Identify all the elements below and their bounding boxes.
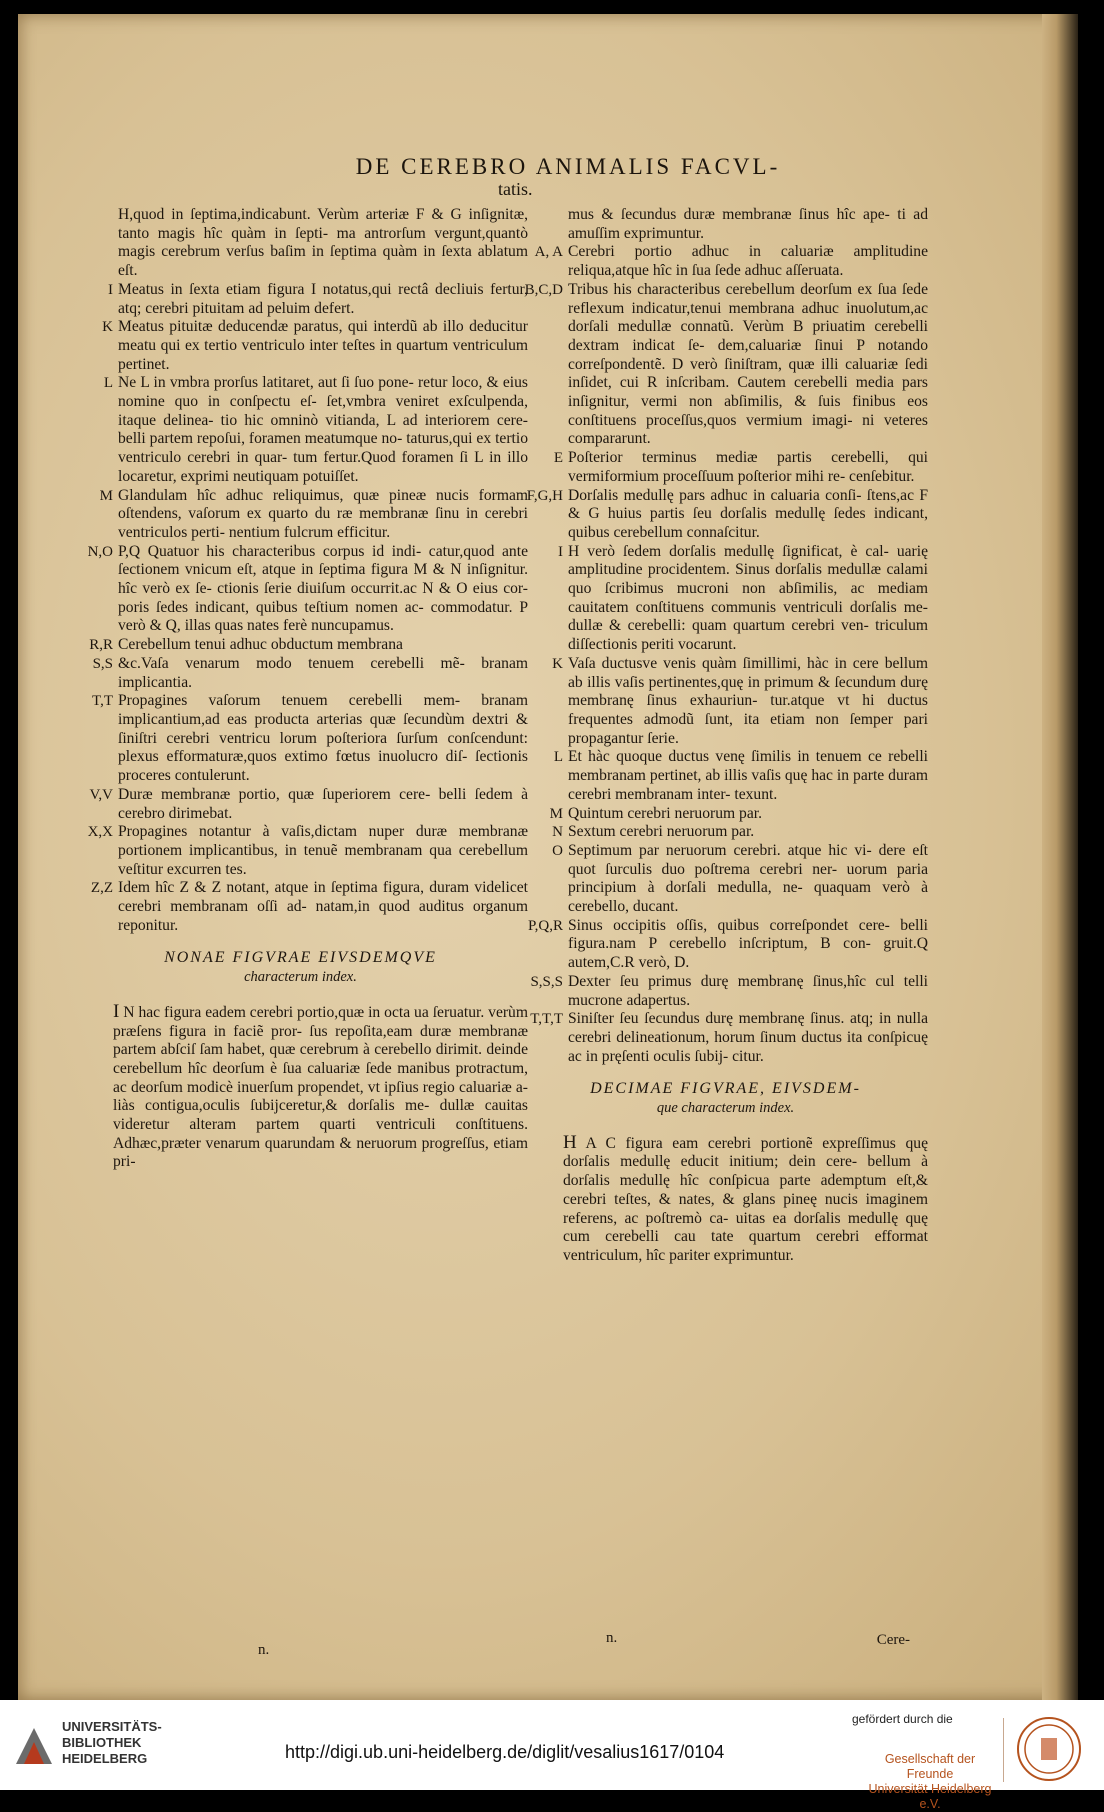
book-page xyxy=(18,14,1078,1700)
legend-key xyxy=(73,206,118,281)
ninth-figure-index-subtitle: characterum index. xyxy=(244,969,357,986)
legend-entry xyxy=(73,374,528,486)
legend-text: mus & ſecundus duræ membranæ ſinus hîc ape- ti ad amuſſim exprimuntur. xyxy=(568,206,928,242)
legend-text: Septimum par neruorum cerebri. atque hic vi- dere eſt quot ſurculis duo poſtrema cerebri ner- uorum paria principium à dorſali medulla, ne- quaquam verò à cerebello, ducant. xyxy=(568,841,928,916)
legend-text: Duræ membranæ portio, quæ ſuperiorem cere- belli ſedem à cerebro dirimebat. xyxy=(118,785,528,822)
legend-key: V,V xyxy=(89,786,113,803)
legend-key: P,Q,R xyxy=(527,917,563,934)
legend-entry xyxy=(73,823,528,879)
legend-entry xyxy=(523,917,928,973)
legend-entry xyxy=(523,842,928,917)
legend-key: S,S xyxy=(92,655,113,672)
legend-entry xyxy=(73,636,528,655)
legend-key: R,R xyxy=(89,637,113,654)
university-seal-icon xyxy=(1016,1716,1082,1782)
legend-key: B,C,D xyxy=(524,281,563,298)
left-entries xyxy=(73,206,528,935)
paragraph-text: N hac figura eadem cerebri portio,quæ in octa ua ſeruatur. verùm præſens figura in faciẽ pror- ſus repoſita,eam duræ membranæ partem abſciſ ſam habet, quæ cerebrum à cerebello dirimit. deinde cerebellum hîc deorſum è ſua caluariæ ſede manibus protractum, ac deorſum modicè inuerſum propendet, vt ipſius regio caluariæ a- liàs contigua,oculis ſubijceretur,& dorſalis me- dullæ cauitas videretur alteram partem quarti ventriculi conſtituens. Adhæc,præter venarum quarundam & neruorum progreſſus, etiam pri- xyxy=(113,1003,528,1171)
legend-entry xyxy=(523,973,928,1010)
legend-key: O xyxy=(552,842,563,859)
legend-entry xyxy=(73,281,528,318)
permalink-url[interactable]: http://digi.ub.uni-heidelberg.de/diglit/vesalius1617/0104 xyxy=(285,1742,725,1762)
legend-text: H,quod in ſeptima,indicabunt. Verùm arteriæ F & G inſignitæ, tanto magis hîc quàm in ſepti- ma antrorſum vergunt,quantò magis cerebrum verſus baſim in ſeptima quàm in ſexta ablatum eſt. xyxy=(118,206,528,280)
legend-key xyxy=(523,206,568,243)
legend-entry xyxy=(523,206,928,243)
legend-text: Cerebellum tenui adhuc obductum membrana xyxy=(118,636,403,654)
legend-text: Glandulam hîc adhuc reliquimus, quæ pineæ nucis formam oſtendens, vaſorum ex quarto du ræ membranæ ſinu in cerebri ventriculos perti- nentium fulcrum efficitur. xyxy=(118,486,528,541)
tenth-figure-index-title: DECIMAE FIGVRAE, EIVSDEM- xyxy=(590,1080,861,1098)
sponsor-divider xyxy=(1003,1718,1004,1782)
library-name: UNIVERSITÄTS- BIBLIOTHEK HEIDELBERG xyxy=(62,1719,162,1766)
legend-text: P,Q Quatuor his characteribus corpus id indi- catur,quod ante ſectionem vnicum eſt, atque in ſeptima figura M & N inſignitur. hîc verò ex ſe- ctionis ſerie diuiſum occurrit.ac N & O eius cor- poris ſedes indicant, quibus teſtium nomen ac- commodatur. P verò & Q, illas quas nates ferè nuncupamus. xyxy=(118,542,528,635)
legend-text: Dorſalis medullę pars adhuc in caluaria conſi- ſtens,ac F & G huius partis ſeu dorſalis medullę ſedes indicant, quibus cerebellum connaſcitur. xyxy=(568,486,928,541)
legend-key: N xyxy=(552,824,563,841)
legend-entry xyxy=(523,449,928,486)
page-edge-shadow xyxy=(1042,14,1078,1700)
legend-key: K xyxy=(102,319,113,336)
legend-key: F,G,H xyxy=(526,487,563,504)
running-title: DE CEREBRO ANIMALIS FACVL- xyxy=(355,154,781,179)
legend-key: M xyxy=(549,805,563,822)
legend-text: Propagines notantur à vaſis,dictam nuper duræ membranæ portionem implicantibus, in tenuẽ membranam qua cerebellum veſtitur excurren tes. xyxy=(118,823,528,878)
legend-key: K xyxy=(552,655,563,672)
signature-mark-left: n. xyxy=(258,1642,270,1658)
tenth-figure-index-subtitle: que characterum index. xyxy=(656,1100,795,1117)
legend-key: I xyxy=(108,281,113,298)
legend-text: H verò ſedem dorſalis medullę ſignificat, è cal- uarię amplitudine procidentem. Sinus dorſalis medullæ calami quo ſcribimus mucroni non abſimilis, ac mediam cauitatem conſtituens communis ventriculi dorſalis me- dullæ & cerebelli: quam quartum cerebri ven- triculum diſſectionis periti vocarunt. xyxy=(568,542,928,654)
legend-text: &c.Vaſa venarum modo tenuem cerebelli mẽ- branam implicantia. xyxy=(118,654,528,691)
legend-key: T,T xyxy=(92,693,113,710)
legend-entry xyxy=(523,487,928,543)
dropcap: H xyxy=(563,1131,577,1153)
tenth-figure-paragraph xyxy=(523,1131,928,1266)
legend-entry xyxy=(73,786,528,823)
legend-text: Quintum cerebri neruorum par. xyxy=(568,804,762,822)
legend-key: L xyxy=(553,749,563,766)
legend-key: A, A xyxy=(534,244,563,261)
legend-entry xyxy=(523,805,928,824)
legend-text: Meatus in ſexta etiam figura I notatus,qui rectâ decliuis fertur, atq; cerebri pituitam ad peluim defert. xyxy=(118,280,528,317)
legend-text: Propagines vaſorum tenuem cerebelli mem- branam implicantium,ad eas producta arterias quæ ſecundùm dextri & ſiniſtri cerebri ventricu lorum poſteriora ſurſum conſcendunt: plexus efformaturæ,quos extimo fœtus inuolucro diſ- ſectionis proceres contulerunt. xyxy=(118,692,528,785)
ninth-figure-paragraph xyxy=(73,1000,528,1172)
catchword: Cere- xyxy=(876,1632,910,1648)
legend-entry xyxy=(523,823,928,842)
legend-entry xyxy=(523,748,928,804)
legend-text: Sextum cerebri neruorum par. xyxy=(568,823,755,841)
signature-mark-right: n. xyxy=(606,1630,618,1646)
legend-key: N,O xyxy=(87,543,113,560)
legend-text: Et hàc quoque ductus venę ſimilis in tenuem ce rebelli membranam pertinet, ab illis vaſis quę hac in parte duram cerebri membranam inter- texunt. xyxy=(568,748,928,803)
legend-entry xyxy=(523,281,928,449)
legend-text: Vaſa ductusve venis quàm ſimillimi, hàc in cere bellum ab illis vaſis pertinentes,quę in primum & ſecundum durę membranę ſinus exhauriun- tur.atque vt hi ductus frequentes admodũ ſunt, ita etiam non ſemper pari propagantur ſerie. xyxy=(568,654,928,747)
legend-entry xyxy=(73,543,528,637)
legend-key: M xyxy=(99,487,113,504)
legend-entry xyxy=(73,655,528,692)
legend-key: Z,Z xyxy=(90,880,113,897)
legend-key: L xyxy=(103,375,113,392)
left-column xyxy=(73,206,528,1172)
legend-text: Poſterior terminus mediæ partis cerebelli, qui vermiformium proceſſuum poſterior mihi re- cenſebitur. xyxy=(568,449,928,485)
dropcap: I xyxy=(113,1000,120,1022)
right-column xyxy=(523,206,928,1266)
legend-entry xyxy=(523,655,928,749)
ninth-figure-index-title: NONAE FIGVRAE EIVSDEMQVE xyxy=(164,949,437,967)
sponsor-name: Gesellschaft der Freunde Universität Heidelberg e.V. xyxy=(868,1752,992,1811)
legend-key: S,S,S xyxy=(530,973,563,990)
paragraph-text: A C figura eam cerebri portionẽ expreſſimus quę dorſalis medullę educit initium; dein cere- bellum à dorſalis medullę hîc conſpicua parte ademptum eſt,& cerebri teſtes, & nates, & glans pineę nucis imaginem referens, ac poſtremò ca- uitas ea dorſalis medullę quę cum cerebelli cau tate quartum cerebri efformat ventriculum, hîc pariter exprimuntur. xyxy=(563,1134,928,1264)
legend-entry xyxy=(523,243,928,280)
legend-key: I xyxy=(558,543,563,560)
legend-text: Tribus his characteribus cerebellum deorſum ex ſua ſede reflexum indicatur,tenui membrana adhuc inuolutum,ac dorſali medullæ connatũ. Verùm B priuatim cerebelli dextram indicat ſe- dem,caluariæ ſinui P notando correſpondentẽ. D verò ſiniſtram, quæ illi caluariæ ſedi inſidet, cui R inſcribam. Cautem cerebelli media pars inſignitur, vermi non abſimilis, & ſuis finibus eos conſtituens proceſſus,quos vermium imagi- ni veteres compararunt. xyxy=(568,280,928,448)
viewer-footer xyxy=(0,1700,1104,1811)
legend-key: T,T,T xyxy=(530,1011,563,1028)
legend-text: Siniſter ſeu ſecundus durę membranę ſinus. atq; in nulla cerebri delineationum, horum ſinum ductus ita conſpicuę ac in pręſenti oculis ſubij- citur. xyxy=(568,1010,928,1065)
running-title-continuation: tatis. xyxy=(498,179,533,199)
legend-entry xyxy=(523,1010,928,1066)
legend-text: Meatus pituitæ deducendæ paratus, qui interdũ ab illo deducitur meatu qui ex tertio ventriculo inter teſtes in quartum ventriculum pertinet. xyxy=(118,318,528,373)
legend-text: Cerebri portio adhuc in caluariæ amplitudine reliqua,atque hîc in ſua ſede adhuc aſſeruata. xyxy=(568,243,928,280)
legend-entry xyxy=(73,318,528,374)
sponsor-label: gefördert durch die xyxy=(852,1712,953,1726)
legend-entry xyxy=(73,487,528,543)
legend-entry xyxy=(73,206,528,281)
legend-key: E xyxy=(553,450,563,467)
legend-entry xyxy=(73,879,528,935)
legend-text: Sinus occipitis oſſis, quibus correſpondet cere- belli figura.nam P cerebello inſcriptum, B con- gruit.Q autem,C.R verò, D. xyxy=(568,916,928,972)
legend-text: Ne L in vmbra prorſus latitaret, aut ſi ſuo pone- retur loco, & eius nomine quo in conſpectu eſ- ſet,vmbra veniret exſculpenda, itaque delinea- tio hic omninò vitianda, L ad interiorem cere- belli partem repoſui, foramen meatumque no- taturus,qui ex tertio ventriculo cerebri in quar- tum fertur.Quod foramen ſi L in illo locaretur, exprimi neutiquam potuiſſet. xyxy=(118,374,528,485)
library-logo-icon xyxy=(12,1724,56,1768)
legend-text: Idem hîc Z & Z notant, atque in ſeptima figura, duram videlicet cerebri membranam oſſi ad- natam,in quod auditus organum reponitur. xyxy=(118,879,528,934)
right-entries xyxy=(523,206,928,1066)
legend-text: Dexter ſeu primus durę membranę ſinus,hîc cul telli mucrone adapertus. xyxy=(568,972,928,1009)
legend-key: X,X xyxy=(87,824,113,841)
legend-entry xyxy=(73,692,528,786)
legend-entry xyxy=(523,543,928,655)
